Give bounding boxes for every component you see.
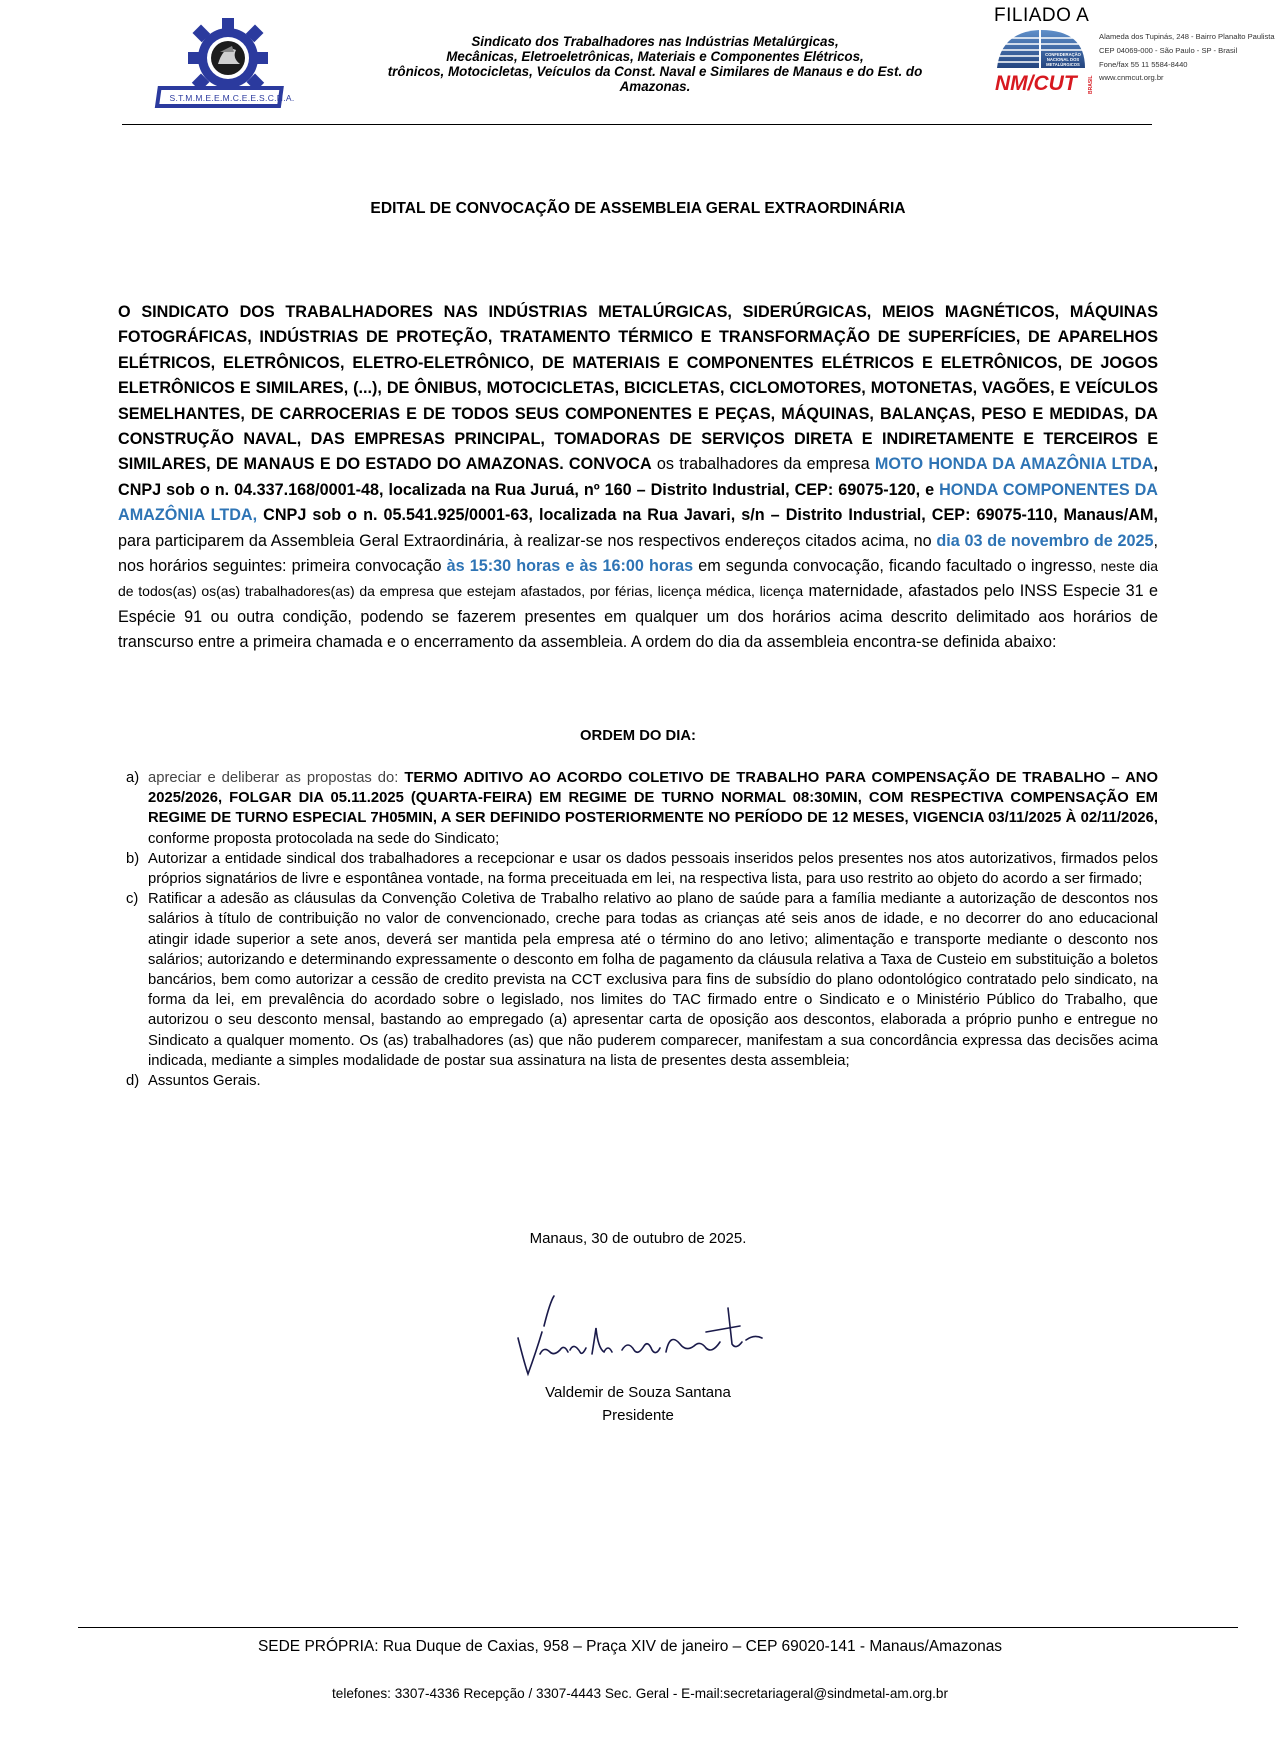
agenda-item-a-term: TERMO ADITIVO AO ACORDO COLETIVO DE TRABALHO PARA COMPENSAÇÃO DE TRABALHO – ANO 2025/2026, FOLGAR DIA 05.11.2025 (QUARTA-FEIRA) EM REGIME DE TURNO NORMAL 08:30MIN, COM RESPECTIVA COMPENSAÇÃO EM REGIME DE TURNO ESPECIAL 7H05MIN, A SER DEFINIDO POSTERIORMENTE NO PERÍODO DE 12 MESES, VIGENCIA 03/11/2025 À 02/11/2026, (148, 770, 1158, 827)
filiado-label: FILIADO A (994, 5, 1090, 26)
agenda-item-c-marker: c) (126, 891, 139, 908)
document-title: EDITAL DE CONVOCAÇÃO DE ASSEMBLEIA GERAL EXTRAORDINÁRIA (370, 200, 906, 217)
convocation-text-1: os trabalhadores da empresa (651, 455, 875, 474)
union-header-line-1: Sindicato dos Trabalhadores nas Indústrias Metalúrgicas, (471, 34, 839, 49)
footer-address: SEDE PRÓPRIA: Rua Duque de Caxias, 958 – Praça XIV de janeiro – CEP 69020-141 - Manaus/Amazonas (257, 1638, 1003, 1655)
agenda-item-d-marker: d) (126, 1073, 140, 1090)
convocation-text-3: , nos horários seguintes: primeira convocação (118, 531, 1158, 576)
cnm-address-line-1: Alameda dos Tupinás, 248 - Bairro Planalto Paulista (1099, 32, 1275, 41)
agenda-item-c (118, 889, 1158, 1071)
cnm-address-block (1099, 30, 1275, 85)
agenda-item-a-marker: a) (126, 770, 140, 786)
agenda-item-b-marker: b) (126, 850, 140, 867)
company-2-name: HONDA COMPONENTES DA AMAZÔNIA LTDA, (118, 480, 1158, 525)
assembly-times: às 15:30 horas e às 16:00 horas (446, 557, 694, 576)
signatory-name: Valdemir de Souza Santana (545, 1384, 731, 1401)
agenda-item-d (118, 1071, 1158, 1091)
union-full-name: O SINDICATO DOS TRABALHADORES NAS INDÚSTRIAS METALÚRGICAS, SIDERÚRGICAS, MEIOS MAGNÉTICOS, MÁQUINAS FOTOGRÁFICAS, INDÚSTRIAS DE PROTEÇÃO, TRATAMENTO TÉRMICO E TRANSFORMAÇÃO DE SUPERFÍCIES, DE APARELHOS ELÉTRICOS, ELETRÔNICOS, ELETRO-ELETRÔNICO, DE MATERIAIS E COMPONENTES ELÉTRICOS E ELETRÔNICOS, DE JOGOS ELETRÔNICOS E SIMILARES, (...), DE ÔNIBUS, MOTOCICLETAS, BICICLETAS, CICLOMOTORES, MOTONETAS, VAGÕES, E VEÍCULOS SEMELHANTES, DE CARROCERIAS E DE TODOS SEUS COMPONENTES E PEÇAS, MÁQUINAS, BALANÇAS, PESO E MEDIDAS, DA CONSTRUÇÃO NAVAL, DAS EMPRESAS PRINCIPAL, TOMADORAS DE SERVIÇOS DIRETA E INDIRETAMENTE E TERCEIROS E SIMILARES, DE MANAUS E DO ESTADO DO AMAZONAS. CONVOCA (118, 303, 1158, 474)
agenda-item-b (118, 849, 1158, 889)
convocation-text-2: para participarem da Assembleia Geral Extraordinária, à realizar-se nos respectivos endereços citados acima, no (118, 531, 937, 550)
nmcut-logo-small-2: NACIONAL DOS (1046, 57, 1080, 62)
agenda-item-a (118, 768, 1158, 849)
union-header-title (355, 34, 955, 94)
cnm-address-line-3: Fone/fax 55 11 5584-8440 (1099, 59, 1188, 69)
company-2-details: CNPJ sob o n. 05.541.925/0001-63, localizada na Rua Javari, s/n – Distrito Industrial, CEP: 69075-110, Manaus/AM, (257, 506, 1158, 525)
agenda-item-c-text: Ratificar a adesão as cláusulas da Convenção Coletiva de Trabalho relativo ao plano de saúde para a família mediante a autorização de descontos nos salários à título de contribuição no valor de convencionado, creche para todas as crianças até seis anos de idade, e no decorrer do ano educacional atingir idade superior a sete anos, deverá ser mantida pela empresa até o término do ano letivo; alimentação e transporte mediante o desconto nos salários; autorizando e determinando expressamente o desconto em folha de pagamento da cláusula relativa a Taxa de Custeio em substituição a boletos bancários, bem como autorizar a cessão de credito prevista na CCT exclusiva para fins de subsídio do plano odontológico contratado pelo sindicato, na forma da lei, em prevalência do acordado sobre o legislado, nos limites do TAC firmado entre o Sindicato e o Ministério Público do Trabalho, que autorizou o seu desconto mensal, bastando ao empregado (a) apresentar carta de oposição aos descontos, elaborada a próprio punho e entregue no Sindicato a qualquer momento. Os (as) trabalhadores (as) que não puderem comparecer, manifestam a sua concordância expressa das decisões acima indicada, mediante a simples modalidade de postar sua assinatura na lista de presentes desta assembleia; (148, 891, 1158, 1069)
union-header-line-2: Mecânicas, Eletroeletrônicas, Materiais e Componentes Elétricos, (446, 49, 864, 64)
union-header-line-4: Amazonas. (619, 79, 691, 94)
place-date: Manaus, 30 de outubro de 2025. (529, 1230, 747, 1247)
convocation-paragraph (118, 300, 1158, 656)
union-logo (162, 14, 300, 117)
nmcut-logo (993, 28, 1095, 98)
cnm-address-line-4: www.cnmcut.org.br (1099, 73, 1164, 83)
agenda-list (118, 768, 1158, 1091)
company-1-details: , CNPJ sob o n. 04.337.168/0001-48, localizada na Rua Juruá, nº 160 – Distrito Industrial, CEP: 69075-120, e (118, 455, 1158, 499)
agenda-title: ORDEM DO DIA: (580, 728, 696, 744)
union-header-line-3: trônicos, Motocicletas, Veículos da Const. Naval e Similares de Manaus e do Est. do (387, 64, 923, 79)
header-divider (122, 124, 1152, 125)
convocation-text-6: maternidade, afastados pelo INSS Especie 31 e Espécie 91 ou outra condição, podendo se fazerem presentes em qualquer um dos horários acima descrito delimitado aos horários de transcurso entre a primeira chamada e o encerramento da assembleia. A ordem do dia da assembleia encontra-se definida abaixo: (118, 582, 1158, 652)
footer-contact: telefones: 3307-4336 Recepção / 3307-4443 Sec. Geral - E-mail:secretariageral@sindmetal-am.org.br (331, 1686, 949, 1701)
convocation-text-4: em segunda convocação, ficando facultado o ingresso (693, 557, 1093, 576)
union-logo-text: S.T.M.M.E.E.M.C.E.E.S.C.N.A. (169, 93, 295, 103)
company-1-name: MOTO HONDA DA AMAZÔNIA LTDA (874, 455, 1154, 474)
footer-divider (78, 1627, 1238, 1628)
nmcut-logo-brand: NM/CUT (995, 72, 1077, 95)
handwritten-signature (510, 1292, 770, 1382)
assembly-date: dia 03 de novembro de 2025 (936, 531, 1154, 550)
agenda-item-a-lead: apreciar e deliberar as propostas do: (148, 770, 405, 786)
agenda-item-b-text: Autorizar a entidade sindical dos trabalhadores a recepcionar e usar os dados pessoais inseridos pelos presentes nos atos autorizativos, firmados pelos próprios signatários de livre e espontânea vontade, na forma preceituada em lei, na respectiva lista, para uso restrito ao objeto do acordo a ser firmado; (148, 850, 1158, 888)
signatory-role: Presidente (602, 1407, 674, 1424)
agenda-item-d-text: Assuntos Gerais. (148, 1073, 261, 1090)
cnm-address-line-2: CEP 04069-000 - São Paulo - SP - Brasil (1099, 45, 1238, 55)
convocation-text-5: , neste dia de todos(as) os(as) trabalhadores(as) da empresa que estejam afastados, por férias, licença médica, licença (118, 558, 1159, 600)
nmcut-logo-small-3: METALÚRGICOS (1046, 62, 1080, 67)
nmcut-logo-small-1: CONFEDERAÇÃO (1045, 52, 1081, 57)
nmcut-logo-side-text: BRASIL (1088, 75, 1094, 94)
agenda-item-a-tail: conforme proposta protocolada na sede do Sindicato; (148, 830, 500, 847)
